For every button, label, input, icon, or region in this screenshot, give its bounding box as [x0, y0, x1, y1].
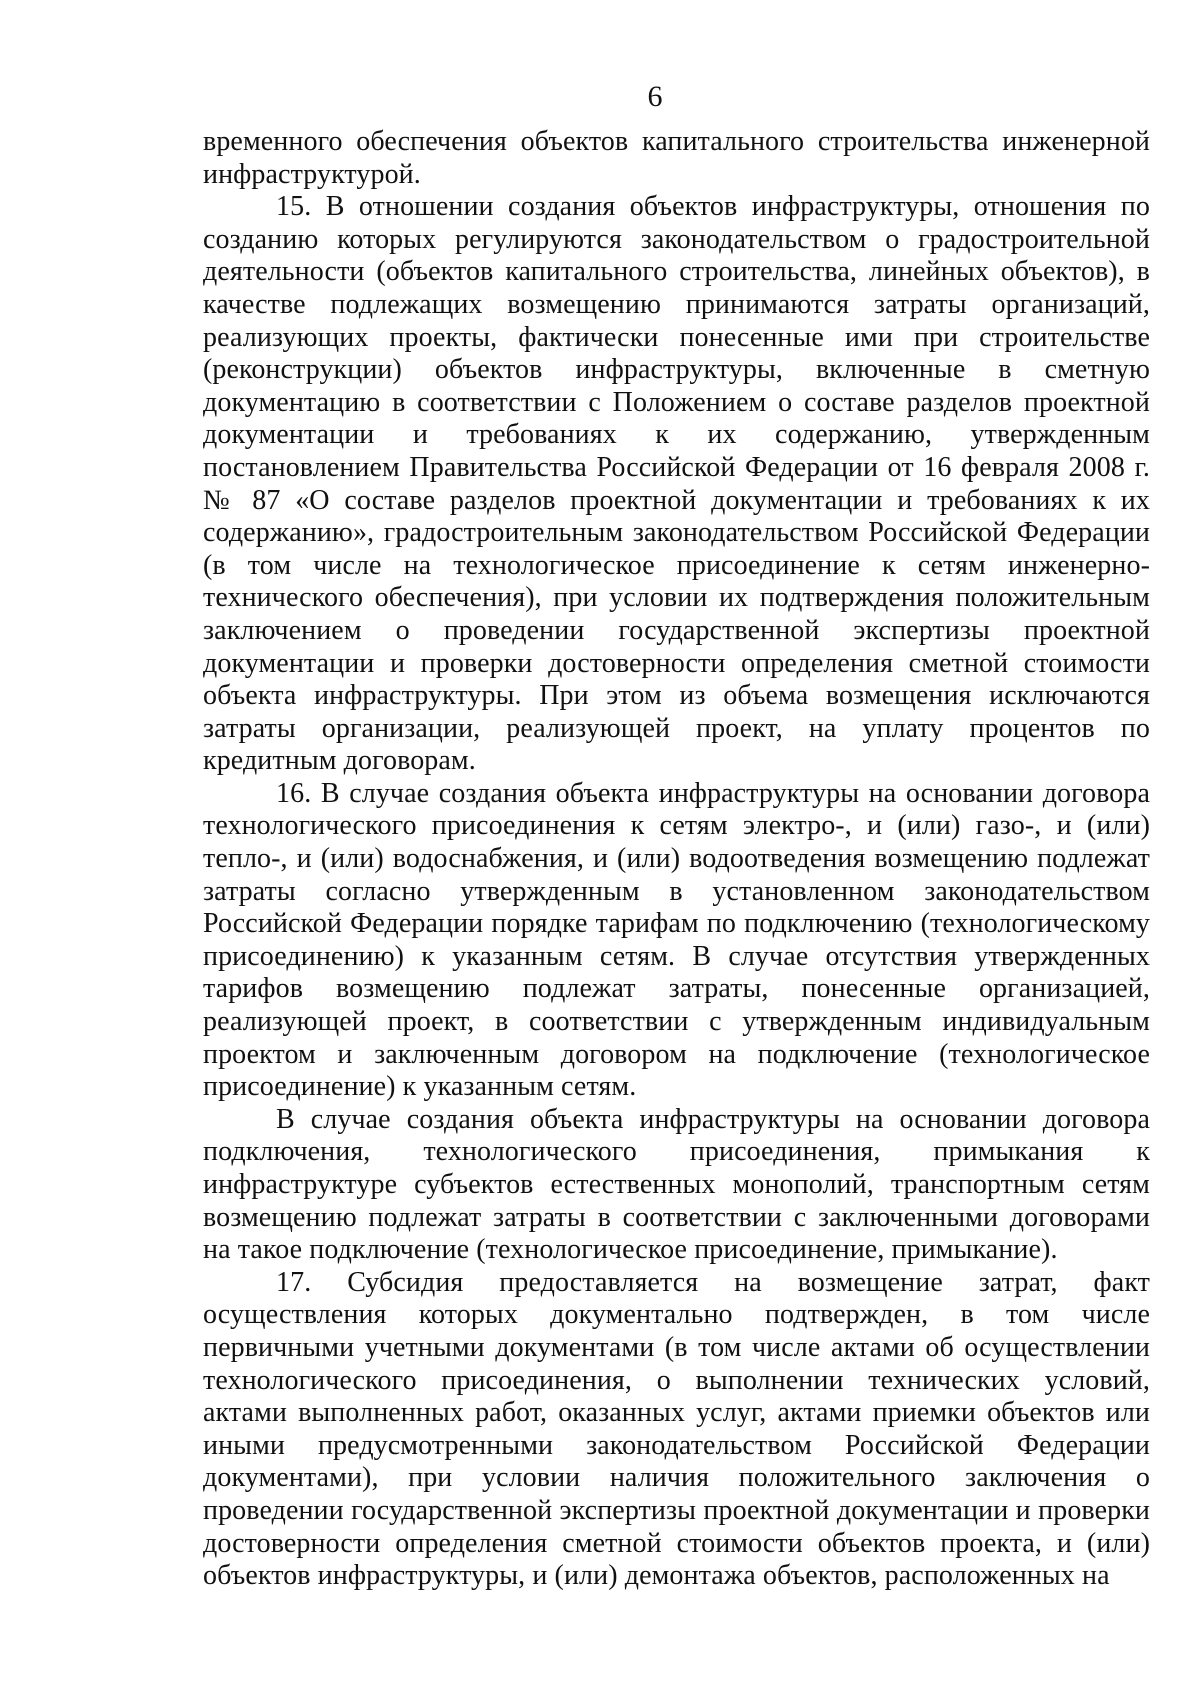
document-body [203, 126, 1150, 1593]
paragraph-item-16-continued: В случае создания объекта инфраструктуры на основании договора подключения, технологического присоединения, примыкания к инфраструктуре субъектов естественных монополий, транспортным сетям возмещению подлежат затраты в соответствии с заключенными договорами на такое подключение (технологическое присоединение, примыкание). [203, 1103, 1150, 1266]
paragraph-continuation: временного обеспечения объектов капитального строительства инженерной инфраструктурой. [203, 126, 1150, 190]
paragraph-item-16: 16. В случае создания объекта инфраструктуры на основании договора технологического присоединения к сетям электро-, и (или) газо-, и (или) тепло-, и (или) водоснабжения, и (или) водоотведения возмещению подлежат затраты согласно утвержденным в установленном законодательством Российской Федерации порядке тарифам по подключению (технологическому присоединению) к указанным сетям. В случае отсутствия утвержденных тарифов возмещению подлежат затраты, понесенные организацией, реализующей проект, в соответствии с утвержденным индивидуальным проектом и заключенным договором на подключение (технологическое присоединение) к указанным сетям. [203, 777, 1150, 1103]
page-number: 6 [647, 80, 663, 113]
paragraph-item-15: 15. В отношении создания объектов инфраструктуры, отношения по созданию которых регулируются законодательством о градостроительной деятельности (объектов капитального строительства, линейных объектов), в качестве подлежащих возмещению принимаются затраты организаций, реализующих проекты, фактически понесенные ими при строительстве (реконструкции) объектов инфраструктуры, включенные в сметную документацию в соответствии с Положением о составе разделов проектной документации и требованиях к их содержанию, утвержденным постановлением Правительства Российской Федерации от 16 февраля 2008 г. № 87 «О составе разделов проектной документации и требованиях к их содержанию», градостроительным законодательством Российской Федерации (в том числе на технологическое присоединение к сетям инженерно-технического обеспечения), при условии их подтверждения положительным заключением о проведении государственной экспертизы проектной документации и проверки достоверности определения сметной стоимости объекта инфраструктуры. При этом из объема возмещения исключаются затраты организации, реализующей проект, на уплату процентов по кредитным договорам. [203, 191, 1150, 777]
paragraph-item-17: 17. Субсидия предоставляется на возмещение затрат, факт осуществления которых документально подтвержден, в том числе первичными учетными документами (в том числе актами об осуществлении технологического присоединения, о выполнении технических условий, актами выполненных работ, оказанных услуг, актами приемки объектов или иными предусмотренными законодательством Российской Федерации документами), при условии наличия положительного заключения о проведении государственной экспертизы проектной документации и проверки достоверности определения сметной стоимости объектов проекта, и (или) объектов инфраструктуры, и (или) демонтажа объектов, расположенных на [203, 1266, 1150, 1592]
